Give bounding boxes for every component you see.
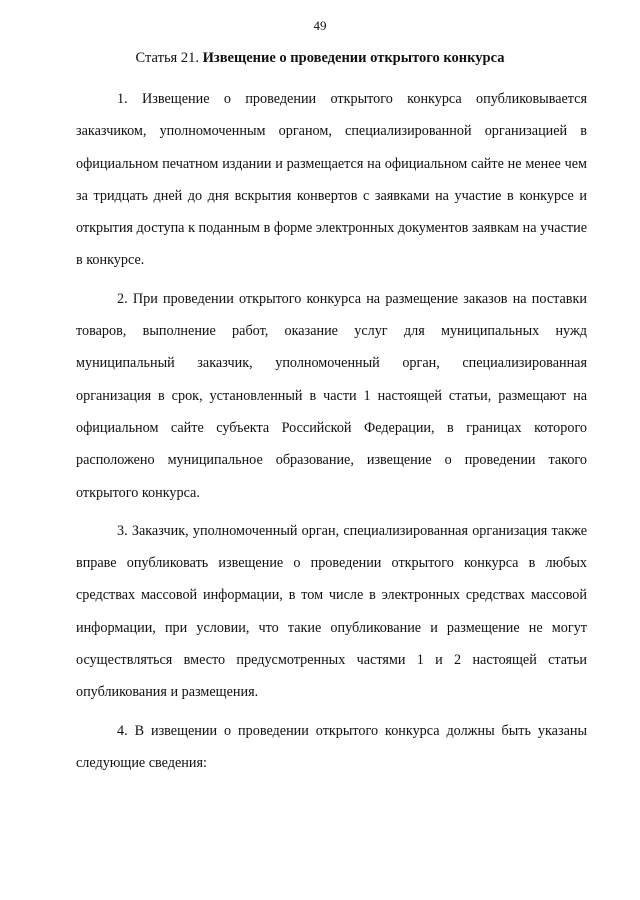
paragraph-2: 2. При проведении открытого конкурса на размещение заказов на поставки товаров, выполнение работ, оказание услуг для муниципальных нужд муниципальный заказчик, уполномоченный орган, специализированная организация в срок, установленный в части 1 настоящей статьи, размещают на официальном сайте субъекта Российской Федерации, в границах которого расположено муниципальное образование, извещение о проведении такого открытого конкурса.: [76, 290, 587, 501]
article-heading: [0, 50, 640, 67]
page-number: 49: [313, 18, 327, 33]
paragraph-3: 3. Заказчик, уполномоченный орган, специализированная организация также вправе опубликовать извещение о проведении открытого конкурса в любых средствах массовой информации, в том числе в электронных средствах массовой информации, при условии, что такие опубликование и размещение не могут осуществляться вместо предусмотренных частями 1 и 2 настоящей статьи опубликования и размещения.: [76, 522, 587, 701]
article-number: Статья 21.: [135, 50, 199, 66]
paragraph-1: 1. Извещение о проведении открытого конкурса опубликовывается заказчиком, уполномоченным органом, специализированной организацией в официальном печатном издании и размещается на официальном сайте не менее чем за тридцать дней до дня вскрытия конвертов с заявками на участие в конкурсе и открытия доступа к поданным в форме электронных документов заявкам на участие в конкурсе.: [76, 91, 587, 269]
article-body: [76, 83, 587, 785]
paragraph-4: 4. В извещении о проведении открытого конкурса должны быть указаны следующие сведения:: [76, 722, 587, 771]
article-title: Извещение о проведении открытого конкурса: [202, 50, 505, 66]
